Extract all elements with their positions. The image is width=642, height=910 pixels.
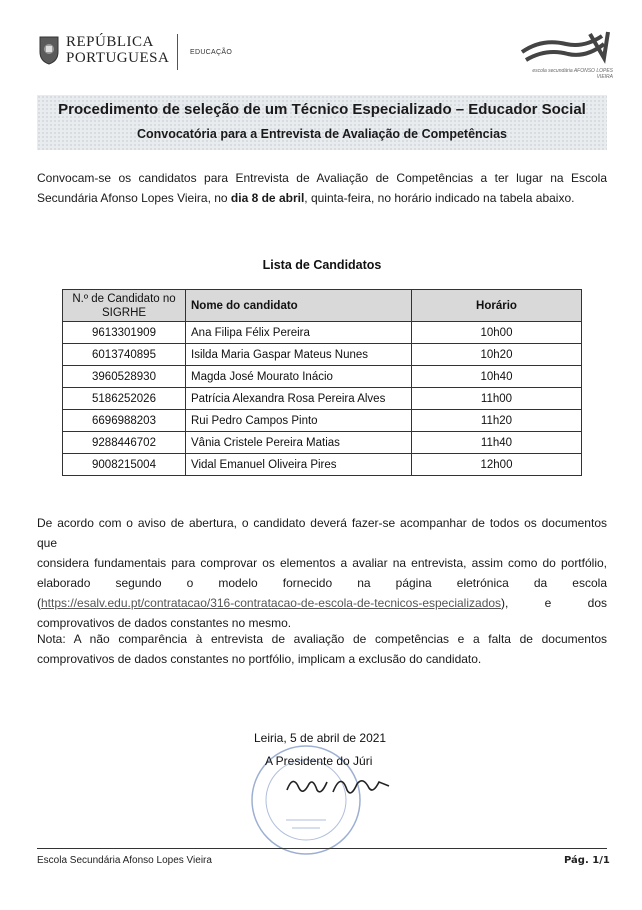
documents-line: elaborado segundo o modelo fornecido na página eletrónica da escola xyxy=(37,576,607,590)
page-title: Procedimento de seleção de um Técnico Especializado – Educador Social xyxy=(58,101,586,118)
logo-tagline: escola secundária AFONSO LOPES VIEIRA xyxy=(532,68,613,80)
link-close-text: ), e dos xyxy=(501,596,607,610)
link-open-paren: ( xyxy=(37,596,41,610)
candidate-time: 10h20 xyxy=(412,344,582,366)
column-header-time: Horário xyxy=(412,290,582,322)
candidate-time: 11h40 xyxy=(412,432,582,454)
candidate-time: 11h20 xyxy=(412,410,582,432)
republica-label: REPÚBLICA xyxy=(66,34,154,50)
footer-divider xyxy=(37,848,607,849)
note-line: Nota: A não comparência à entrevista de avaliação de competências e a falta de documentos xyxy=(37,632,607,646)
candidate-name: Magda José Mourato Inácio xyxy=(186,366,412,388)
documents-link-line xyxy=(37,593,607,613)
table-header-row xyxy=(63,290,582,322)
candidate-list-title: Lista de Candidatos xyxy=(262,258,382,272)
interview-date: dia 8 de abril xyxy=(230,191,305,205)
candidate-name: Ana Filipa Félix Pereira xyxy=(186,322,412,344)
intro-text-end: , quinta-feira, no horário indicado na tabela abaixo. xyxy=(304,191,575,205)
portuguesa-label: PORTUGUESA xyxy=(66,50,170,66)
candidate-name: Isilda Maria Gaspar Mateus Nunes xyxy=(186,344,412,366)
candidate-name: Patrícia Alexandra Rosa Pereira Alves xyxy=(186,388,412,410)
candidate-time: 10h00 xyxy=(412,322,582,344)
footer-page-number: Pág. 1/1 xyxy=(564,855,610,866)
page-subtitle: Convocatória para a Entrevista de Avaliação de Competências xyxy=(136,127,508,141)
column-header-name: Nome do candidato xyxy=(186,290,412,322)
table-row xyxy=(63,366,582,388)
candidate-name: Vidal Emanuel Oliveira Pires xyxy=(186,454,412,476)
candidate-name: Vânia Cristele Pereira Matias xyxy=(186,432,412,454)
portuguese-republic-emblem-icon xyxy=(38,35,60,65)
candidate-number: 3960528930 xyxy=(63,366,186,388)
candidate-number: 6013740895 xyxy=(63,344,186,366)
table-row xyxy=(63,432,582,454)
candidate-number: 9288446702 xyxy=(63,432,186,454)
note-line: comprovativos de dados constantes no portfólio, implicam a exclusão do candidato. xyxy=(37,652,482,666)
candidate-table xyxy=(62,289,582,476)
table-row xyxy=(63,344,582,366)
candidate-number: 9008215004 xyxy=(63,454,186,476)
candidate-number: 9613301909 xyxy=(63,322,186,344)
candidate-name: Rui Pedro Campos Pinto xyxy=(186,410,412,432)
footer-school-name: Escola Secundária Afonso Lopes Vieira xyxy=(37,855,212,866)
signature-role: A Presidente do Júri xyxy=(265,754,373,768)
documents-line: De acordo com o aviso de abertura, o candidato deverá fazer-se acompanhar de todos os documentos que xyxy=(37,516,607,550)
table-row xyxy=(63,322,582,344)
documents-line: comprovativos de dados constantes no mesmo. xyxy=(37,616,292,630)
table-row xyxy=(63,388,582,410)
candidate-number: 6696988203 xyxy=(63,410,186,432)
school-contract-link[interactable]: https://esalv.edu.pt/contratacao/316-contratacao-de-escola-de-tecnicos-especializados xyxy=(41,596,502,610)
school-logo-icon xyxy=(520,30,610,66)
table-row xyxy=(63,410,582,432)
signature-place-date: Leiria, 5 de abril de 2021 xyxy=(254,731,387,745)
handwritten-signature-icon xyxy=(283,768,393,802)
department-label: EDUCAÇÃO xyxy=(190,49,233,56)
candidate-time: 10h40 xyxy=(412,366,582,388)
intro-paragraph xyxy=(37,168,607,208)
documents-paragraph xyxy=(37,513,607,633)
intro-text-start: Convocam-se os candidatos para Entrevista de Avaliação de Competências a ter lugar na Escola Secundária Afonso Lopes Vieira, no xyxy=(37,171,607,205)
table-row xyxy=(63,454,582,476)
note-paragraph xyxy=(37,629,607,669)
documents-line: considera fundamentais para comprovar os elementos a avaliar na entrevista, assim como do portfólio, xyxy=(37,556,607,570)
column-header-number: N.º de Candidato no SIGRHE xyxy=(63,290,186,322)
header-divider xyxy=(177,34,178,70)
candidate-time: 11h00 xyxy=(412,388,582,410)
candidate-number: 5186252026 xyxy=(63,388,186,410)
candidate-time: 12h00 xyxy=(412,454,582,476)
